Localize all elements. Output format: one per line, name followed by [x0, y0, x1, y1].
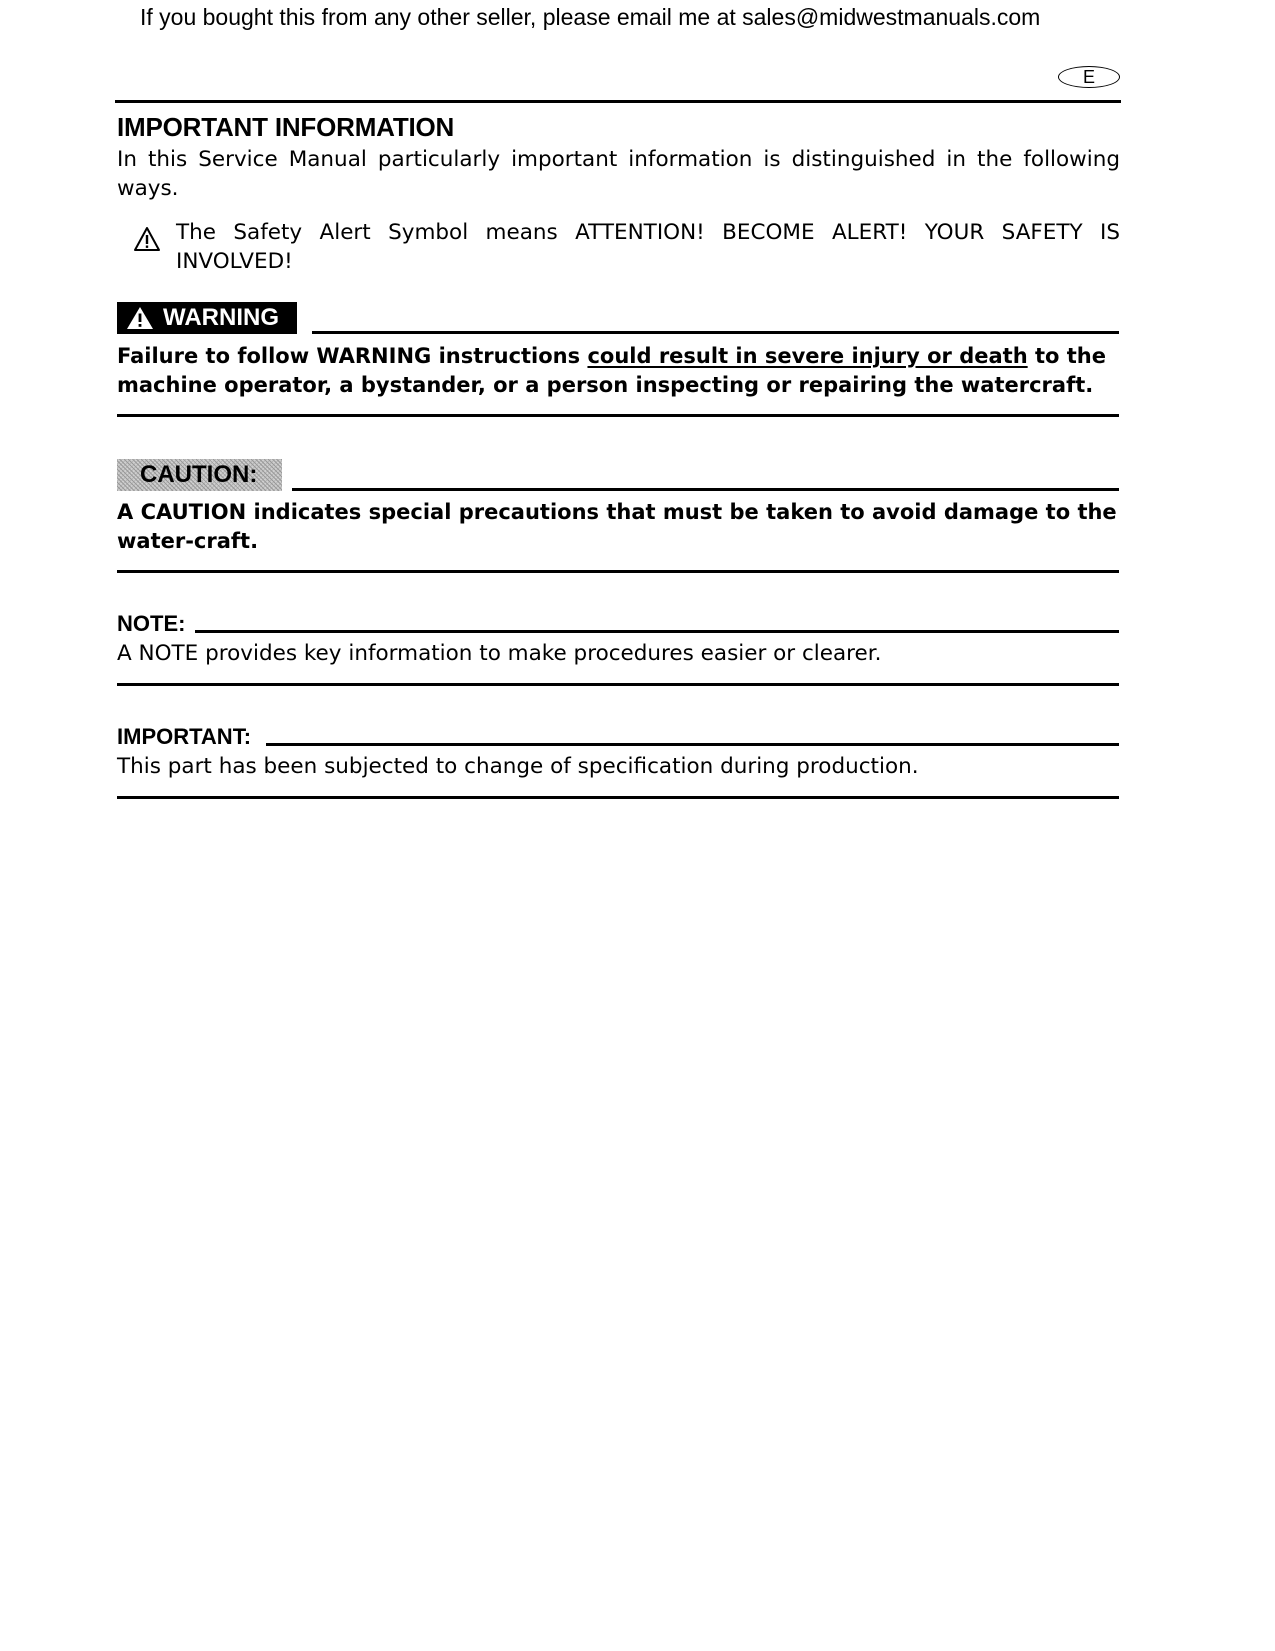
caution-label: CAUTION: [117, 459, 282, 491]
warning-text-end: to the machine operator, a bystander, or a person inspecting or repairing the watercraft. [117, 344, 1106, 397]
warning-triangle-icon [133, 226, 161, 252]
warning-symbol-icon [126, 306, 154, 330]
important-bottom-rule [117, 796, 1119, 799]
caution-top-rule [292, 488, 1119, 491]
page-title: IMPORTANT INFORMATION [117, 112, 455, 142]
important-top-rule [266, 743, 1119, 746]
important-label: IMPORTANT: [117, 724, 252, 749]
header-rule [115, 100, 1121, 103]
warning-text-emphasis: could result in severe injury or death [587, 344, 1028, 368]
note-text: A NOTE provides key information to make procedures easier or clearer. [117, 641, 882, 666]
warning-label [117, 302, 297, 334]
note-label: NOTE: [117, 611, 186, 636]
warning-text [117, 342, 1120, 400]
note-top-rule [195, 630, 1119, 633]
seller-notice: If you bought this from any other seller, please email me at sales@midwestmanuals.com [140, 4, 1041, 30]
important-text: This part has been subjected to change of specification during production. [117, 754, 919, 779]
warning-label-text: WARNING [163, 304, 279, 331]
warning-bottom-rule [117, 414, 1119, 417]
intro-paragraph: In this Service Manual particularly important information is distinguished in the following ways. [117, 147, 1120, 201]
note-bottom-rule [117, 683, 1119, 686]
language-badge: E [1058, 66, 1120, 88]
warning-text-start: Failure to follow WARNING instructions [117, 344, 588, 368]
safety-alert-text: The Safety Alert Symbol means ATTENTION! BECOME ALERT! YOUR SAFETY IS INVOLVED! [176, 220, 1120, 274]
caution-bottom-rule [117, 570, 1119, 573]
caution-text: A CAUTION indicates special precautions that must be taken to avoid damage to the water-craft. [117, 500, 1117, 553]
warning-top-rule [312, 331, 1119, 334]
